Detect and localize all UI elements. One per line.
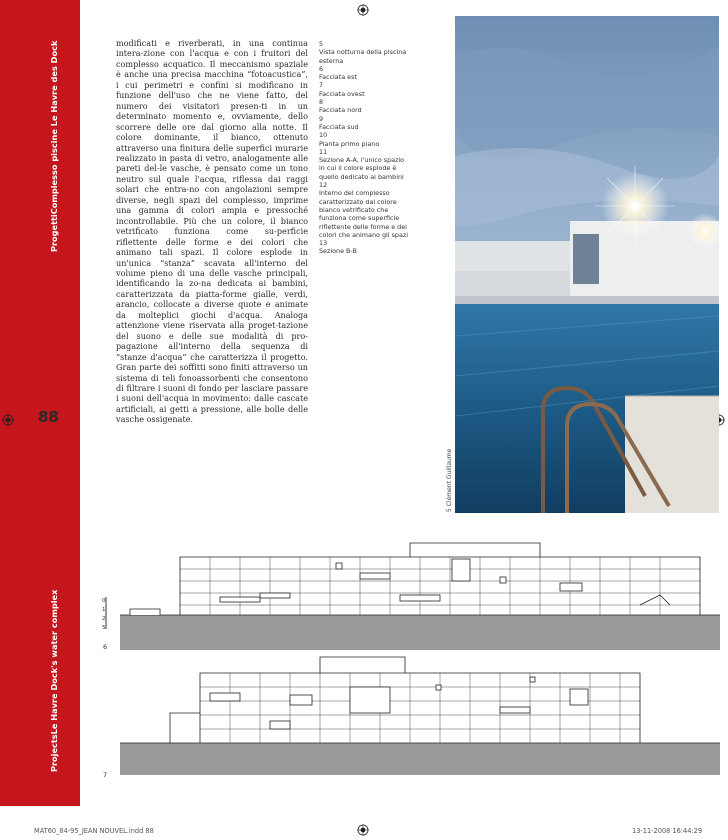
caption-num: 11 <box>319 147 328 156</box>
caption-text: Vista notturna della piscina esterna <box>319 48 407 65</box>
registration-mark-icon <box>357 4 369 16</box>
body-text: modificati e riverberati, in una continua intera-zione con l'acqua e con i fruitori del complesso acquatico. Il meccanismo spaziale è anche una precisa macchina “fotoacustica”, i cui perimetri e confini si modificano in funzione dell'uso che ne viene fatto, del numero dei visitatori presen-ti in un determinato momento e, ovviamente, dello scorrere delle ore dal giorno alla notte. Il colore dominante, il bianco, ottenuto attraverso una finitura delle superfici murarie realizzato in pasta di vetro, analogamente alle pareti del-le vasche, è pensato come un tono neutro sul quale l'acqua, riflessa dai raggi solari che entra-no con angolazioni sempre diverse, negli spazi del complesso, imprime una gamma di colori ampia e pressoché incontrollabile. Più che un colore, il bianco vetrificato funziona come su-perficie riflettente delle forme e dei colori che animano tali spazi. Il colore esplode in un'unica “stanza” scavata all'interno del volume pieno di una delle vasche principali, identificando la zo-na dedicata ai bambini, caratterizzata da piatta-forme gialle, verdi, arancio, collocate a diverse quote e animate da molteplici giochi d'acqua. Analoga attenzione viene riservata alla proget-tazione del suono e delle sue modalità di pro-pagazione all'interno della sequenza di “stanze d'acqua” che caratterizza il progetto. Gran parte dei soffitti sono finiti attraverso un sistema di teli fonoassorbenti che consentono di filtrare i suoni di fondo per lasciare passare i suoni dell'acqua in movimento: dalle cascate artificiali, ai getti a pressione, alle bolle delle vasche ossigenate. <box>116 38 308 425</box>
caption-num: 8 <box>319 98 324 107</box>
footer-file: MAT60_84-95_JEAN NOUVEL.indd 88 <box>34 827 154 835</box>
caption-num: 10 <box>319 131 328 140</box>
caption-num: 6 <box>319 64 324 73</box>
caption-text: Facciata ovest <box>319 89 365 98</box>
sidebar-section-bottom: Projects <box>49 734 59 773</box>
elevation-drawings <box>100 525 720 785</box>
scale-bar <box>102 597 106 631</box>
caption-text: Sezione B-B <box>319 247 357 256</box>
registration-mark-icon <box>2 414 14 426</box>
scale-tick: 1 <box>102 607 106 613</box>
captions <box>319 40 409 256</box>
caption-num: 7 <box>319 81 324 90</box>
elevation-7 <box>120 657 720 775</box>
footer-date: 13-11-2008 16:44:29 <box>632 827 703 835</box>
caption-num: 12 <box>319 181 328 190</box>
caption-text: Facciata est <box>319 73 357 82</box>
scale-tick: 0 <box>102 598 106 604</box>
page-number: 88 <box>38 408 59 426</box>
caption-text: Interno del complesso caratterizzato dal colore bianco vetrificato che funziona come superficie riflettente delle forme e dei colori che animano gli spazi <box>319 189 409 239</box>
caption-text: Sezione A-A, l'unico spazio in cui il colore esplode è quello dedicato ai bambini <box>319 156 405 181</box>
caption-text: Facciata nord <box>319 106 362 115</box>
sidebar-title-top <box>49 42 71 252</box>
scale-tick: 5 <box>102 625 106 631</box>
caption-num: 13 <box>319 239 328 248</box>
elevation-6 <box>120 543 720 650</box>
drawing-number-7: 7 <box>103 771 108 779</box>
caption-num: 9 <box>319 114 324 123</box>
photo-credit: 5 Clément Guillaume <box>446 448 453 512</box>
sidebar-section-top: Progetti <box>49 214 59 252</box>
sidebar-title-bottom <box>49 590 71 796</box>
caption-text: Facciata sud <box>319 122 359 131</box>
sidebar-project-top: Complesso piscine Le Havre des Dock <box>49 40 59 215</box>
drawing-number-6: 6 <box>103 643 108 651</box>
caption-text: Pianta primo piano <box>319 139 380 148</box>
registration-mark-icon <box>357 824 369 836</box>
sidebar-project-bottom: Le Havre Dock's water complex <box>49 590 59 735</box>
pool-photo <box>455 16 719 513</box>
caption-num: 5 <box>319 40 324 48</box>
scale-tick: 2 <box>102 616 106 622</box>
